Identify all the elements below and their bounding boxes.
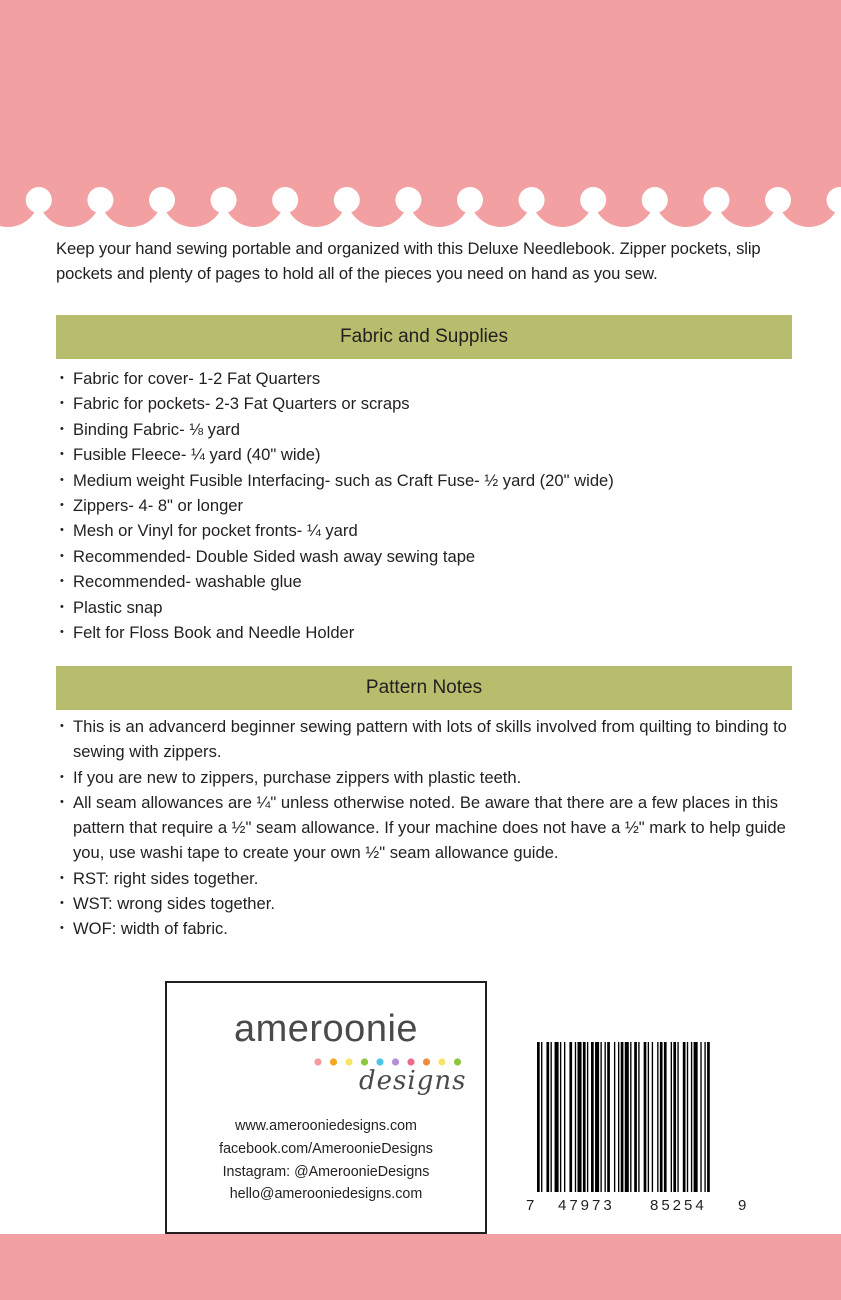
- facebook-link[interactable]: facebook.com/AmeroonieDesigns: [219, 1141, 433, 1157]
- barcode-bar: [638, 1042, 639, 1192]
- barcode-bar: [564, 1042, 565, 1192]
- barcode-bar: [691, 1042, 692, 1192]
- barcode-digit-first: 7: [526, 1197, 535, 1214]
- barcode-bar: [560, 1042, 561, 1192]
- list-item: • Binding Fabric- ⅛ yard: [60, 417, 790, 442]
- barcode-bar: [673, 1042, 676, 1192]
- barcode-bar: [587, 1042, 588, 1192]
- brand-dot: [345, 1058, 352, 1065]
- barcode-bar: [644, 1042, 647, 1192]
- list-item: • Recommended- Double Sided wash away sewing tape: [60, 544, 790, 569]
- brand-logo-script: designs: [359, 1066, 467, 1096]
- pattern-notes-heading: Pattern Notes: [56, 666, 792, 710]
- barcode-bar: [595, 1042, 599, 1192]
- brand-dot: [314, 1058, 321, 1065]
- brand-contact-box: [165, 981, 487, 1234]
- scallop-hole: [149, 187, 175, 213]
- list-item: • Mesh or Vinyl for pocket fronts- ¼ yard: [60, 518, 790, 543]
- scallop-hole: [395, 187, 421, 213]
- scalloped-banner: [0, 0, 841, 232]
- barcode: [520, 1040, 755, 1220]
- scallop-hole: [642, 187, 668, 213]
- scallop-hole: [703, 187, 729, 213]
- barcode-bar: [707, 1042, 710, 1192]
- barcode-bar: [660, 1042, 663, 1192]
- barcode-bar: [555, 1042, 559, 1192]
- barcode-bar: [541, 1042, 542, 1192]
- barcode-bar: [664, 1042, 667, 1192]
- list-item: • All seam allowances are ¼" unless otherwise noted. Be aware that there are a few places in this pattern that require a ½" seam allowance. If your machine does not have a ½" mark to help guide you, use washi tape to create your own ½" seam allowance guide.: [60, 790, 790, 866]
- list-item: • This is an advancerd beginner sewing pattern with lots of skills involved from quilting to binding to sewing with zippers.: [60, 714, 790, 765]
- barcode-bar: [677, 1042, 678, 1192]
- scallop-hole: [211, 187, 237, 213]
- barcode-bar: [671, 1042, 672, 1192]
- scallop-hole: [580, 187, 606, 213]
- email-link[interactable]: hello@amerooniedesigns.com: [229, 1186, 423, 1202]
- barcode-bar: [614, 1042, 615, 1192]
- list-item: • RST: right sides together.: [60, 866, 790, 891]
- barcode-bar: [683, 1042, 686, 1192]
- barcode-bar: [605, 1042, 606, 1192]
- barcode-bar: [583, 1042, 586, 1192]
- bottom-band: [0, 1234, 841, 1300]
- fabric-supplies-heading: Fabric and Supplies: [56, 315, 792, 359]
- barcode-bar: [621, 1042, 624, 1192]
- intro-paragraph: Keep your hand sewing portable and organized with this Deluxe Needlebook. Zipper pockets, slip pockets and plenty of pages to hold all of the pieces you need on hand as you sew.: [56, 239, 761, 283]
- scallop-hole: [272, 187, 298, 213]
- scallop-hole: [26, 187, 52, 213]
- scallop-hole: [519, 187, 545, 213]
- scallop-hole: [457, 187, 483, 213]
- notes-list: [60, 714, 790, 942]
- website-link[interactable]: www.amerooniedesigns.com: [235, 1118, 417, 1134]
- barcode-bar: [618, 1042, 619, 1192]
- list-item: • Zippers- 4- 8" or longer: [60, 493, 790, 518]
- barcode-bar: [600, 1042, 601, 1192]
- barcode-bar: [551, 1042, 552, 1192]
- list-item: • Felt for Floss Book and Needle Holder: [60, 620, 790, 645]
- scallop-hole: [765, 187, 791, 213]
- barcode-bar: [700, 1042, 701, 1192]
- barcode-bar: [625, 1042, 629, 1192]
- barcode-bar: [591, 1042, 594, 1192]
- list-item: • Plastic snap: [60, 595, 790, 620]
- list-item: • If you are new to zippers, purchase zippers with plastic teeth.: [60, 765, 790, 790]
- brand-dot: [330, 1058, 337, 1065]
- barcode-group-right: 85254: [650, 1197, 707, 1214]
- barcode-bar: [634, 1042, 637, 1192]
- barcode-digit-last: 9: [738, 1197, 747, 1214]
- barcode-bar: [657, 1042, 658, 1192]
- barcode-group-left: 47973: [558, 1197, 615, 1214]
- scallop-hole: [334, 187, 360, 213]
- list-item: • Recommended- washable glue: [60, 569, 790, 594]
- barcode-bar: [652, 1042, 653, 1192]
- list-item: • Medium weight Fusible Interfacing- such as Craft Fuse- ½ yard (20" wide): [60, 468, 790, 493]
- list-item: • Fabric for pockets- 2-3 Fat Quarters or scraps: [60, 391, 790, 416]
- instagram-handle[interactable]: Instagram: @AmeroonieDesigns: [222, 1164, 430, 1180]
- barcode-bar: [687, 1042, 688, 1192]
- barcode-bars: [537, 1042, 710, 1192]
- supplies-list: [60, 366, 790, 645]
- list-item: • WOF: width of fabric.: [60, 916, 790, 941]
- barcode-bar: [607, 1042, 610, 1192]
- barcode-bar: [704, 1042, 705, 1192]
- barcode-bar: [630, 1042, 631, 1192]
- list-item: • Fabric for cover- 1-2 Fat Quarters: [60, 366, 790, 391]
- list-item: • Fusible Fleece- ¼ yard (40" wide): [60, 442, 790, 467]
- barcode-bar: [694, 1042, 698, 1192]
- brand-logo-wordmark: ameroonie: [233, 1008, 419, 1050]
- barcode-bar: [546, 1042, 549, 1192]
- barcode-bar: [569, 1042, 572, 1192]
- scallop-hole: [87, 187, 113, 213]
- list-item: • WST: wrong sides together.: [60, 891, 790, 916]
- barcode-bar: [648, 1042, 649, 1192]
- barcode-bar: [537, 1042, 540, 1192]
- barcode-bar: [578, 1042, 582, 1192]
- barcode-bar: [575, 1042, 576, 1192]
